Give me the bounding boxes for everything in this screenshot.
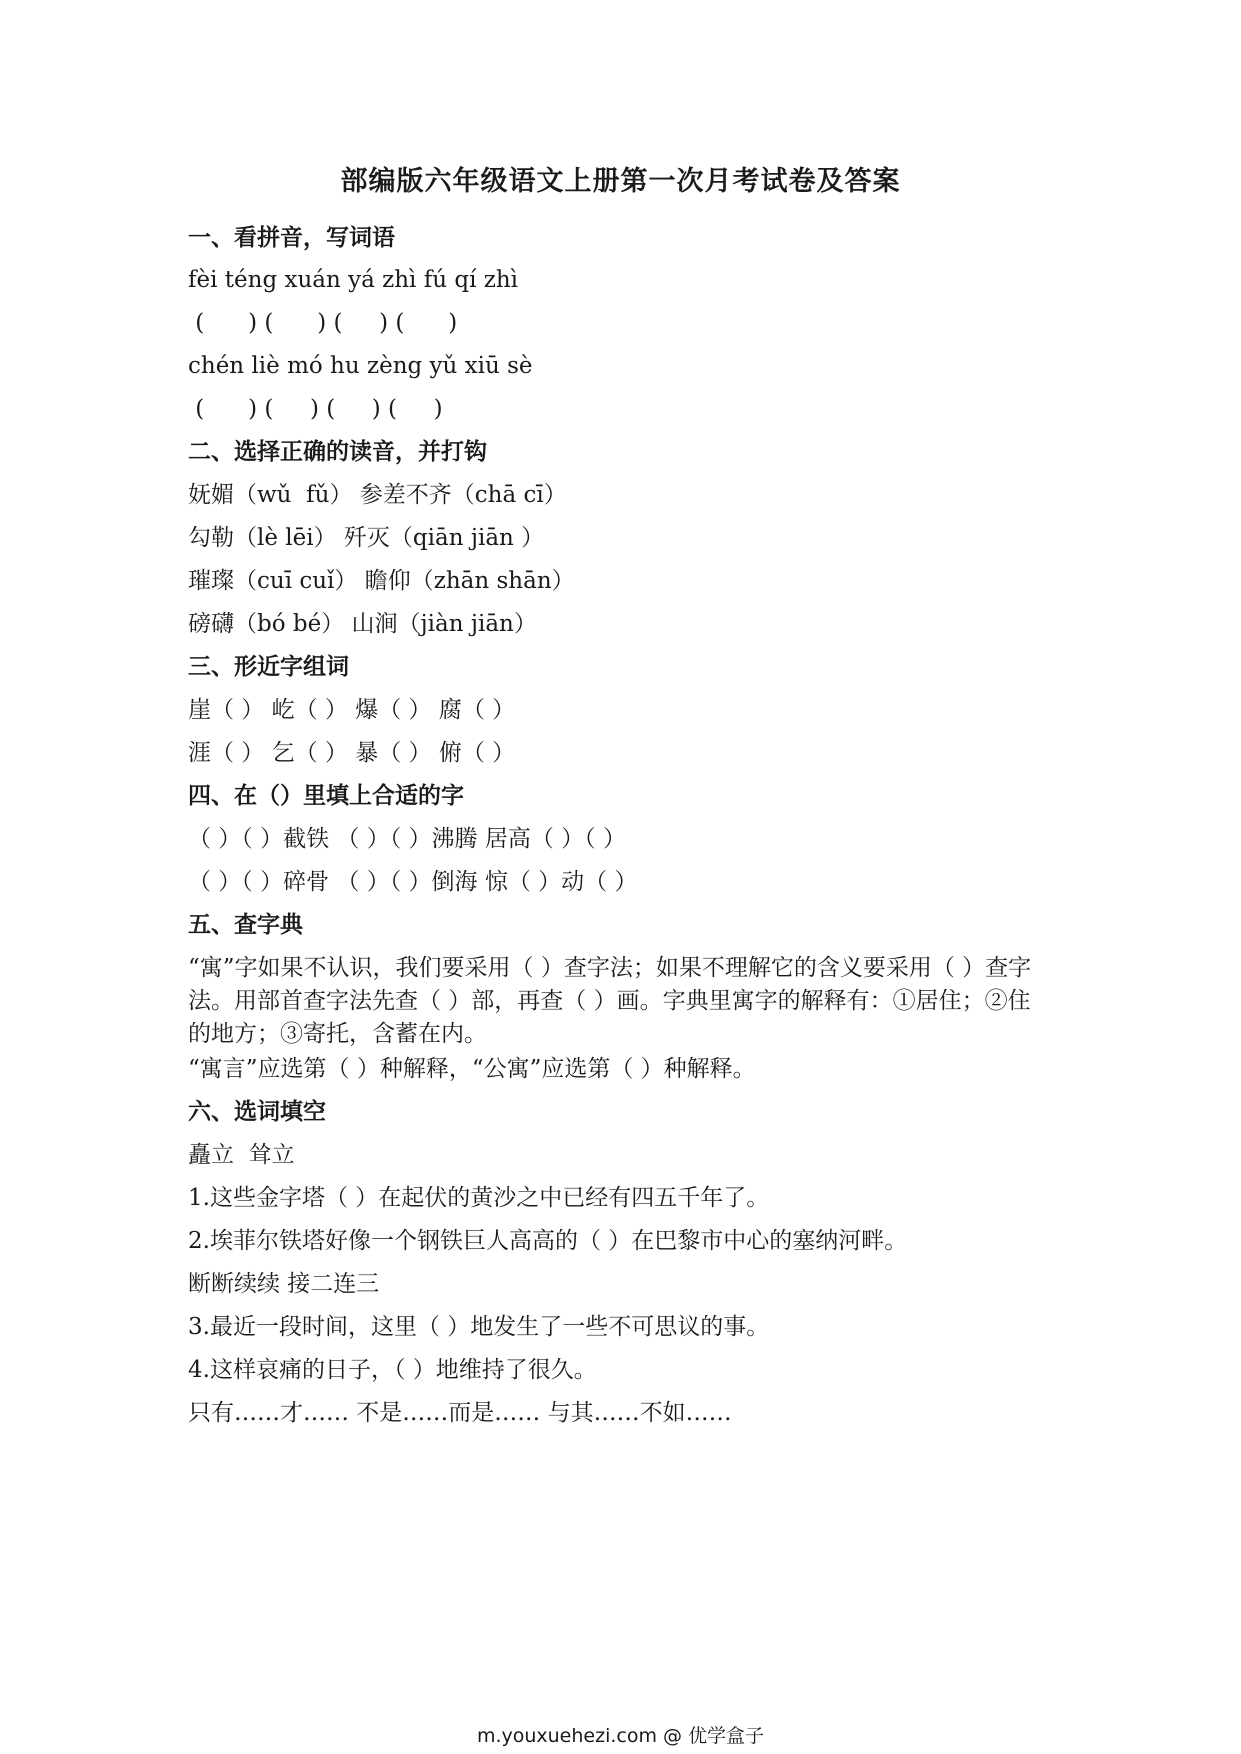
section-5-heading: 五、查字典: [188, 912, 303, 938]
idiom-fill-row-2: （ ）（ ）碎骨 （ ）（ ）倒海 惊（ ）动（ ）: [188, 869, 638, 895]
word-choice-pair-1: 矗立 耸立: [188, 1142, 295, 1168]
fill-question-3: 3.最近一段时间，这里（ ）地发生了一些不可思议的事。: [188, 1314, 770, 1340]
section-6-heading: 六、选词填空: [188, 1099, 326, 1125]
similar-chars-row-1: 崖（ ） 屹（ ） 爆（ ） 腐（ ）: [188, 697, 516, 723]
pronunciation-row-3: 璀璨（cuī cuǐ） 瞻仰（zhān shān）: [188, 568, 575, 594]
section-4-heading: 四、在（）里填上合适的字: [188, 783, 464, 809]
section-2-heading: 二、选择正确的读音，并打钩: [188, 439, 487, 465]
section-1-heading: 一、看拼音，写词语: [188, 225, 395, 251]
similar-chars-row-2: 涯（ ） 乞（ ） 暴（ ） 俯（ ）: [188, 740, 516, 766]
fill-question-1: 1.这些金字塔（ ）在起伏的黄沙之中已经有四五千年了。: [188, 1185, 770, 1211]
footer-watermark: m.youxuehezi.com @ 优学盒子: [476, 1725, 765, 1747]
word-choice-pair-2: 断断续续 接二连三: [188, 1271, 380, 1297]
pinyin-row-1: fèi téng xuán yá zhì fú qí zhì: [188, 267, 519, 293]
conjunction-choices: 只有……才…… 不是……而是…… 与其……不如……: [188, 1400, 732, 1426]
dictionary-paragraph: “寓”字如果不认识，我们要采用（ ）查字法；如果不理解它的含义要采用（ ）查字法。用部首查字法先查（ ）部，再查（ ）画。字典里寓字的解释有：①居住；②住的地方；③寄托，含蓄在内。: [188, 955, 1032, 1047]
answer-blanks-row-1: ( ) ( ) ( ) ( ): [188, 310, 458, 336]
section-3-heading: 三、形近字组词: [188, 654, 349, 680]
fill-question-4: 4.这样哀痛的日子，（ ）地维持了很久。: [188, 1357, 597, 1383]
page-title: 部编版六年级语文上册第一次月考试卷及答案: [340, 166, 901, 197]
answer-blanks-row-2: ( ) ( ) ( ) ( ): [188, 396, 443, 422]
pronunciation-row-1: 妩媚（wǔ fǔ） 参差不齐（chā cī）: [188, 482, 567, 508]
pronunciation-row-2: 勾勒（lè lēi） 歼灭（qiān jiān ）: [188, 525, 545, 551]
idiom-fill-row-1: （ ）（ ）截铁 （ ）（ ）沸腾 居高（ ）（ ）: [188, 826, 626, 852]
fill-question-2: 2.埃菲尔铁塔好像一个钢铁巨人高高的（ ）在巴黎市中心的塞纳河畔。: [188, 1228, 908, 1254]
pronunciation-row-4: 磅礴（bó bé） 山涧（jiàn jiān）: [188, 611, 537, 637]
pinyin-row-2: chén liè mó hu zèng yǔ xiū sè: [188, 353, 533, 379]
dictionary-question: “寓言”应选第（ ）种解释，“公寓”应选第（ ）种解释。: [188, 1056, 756, 1082]
